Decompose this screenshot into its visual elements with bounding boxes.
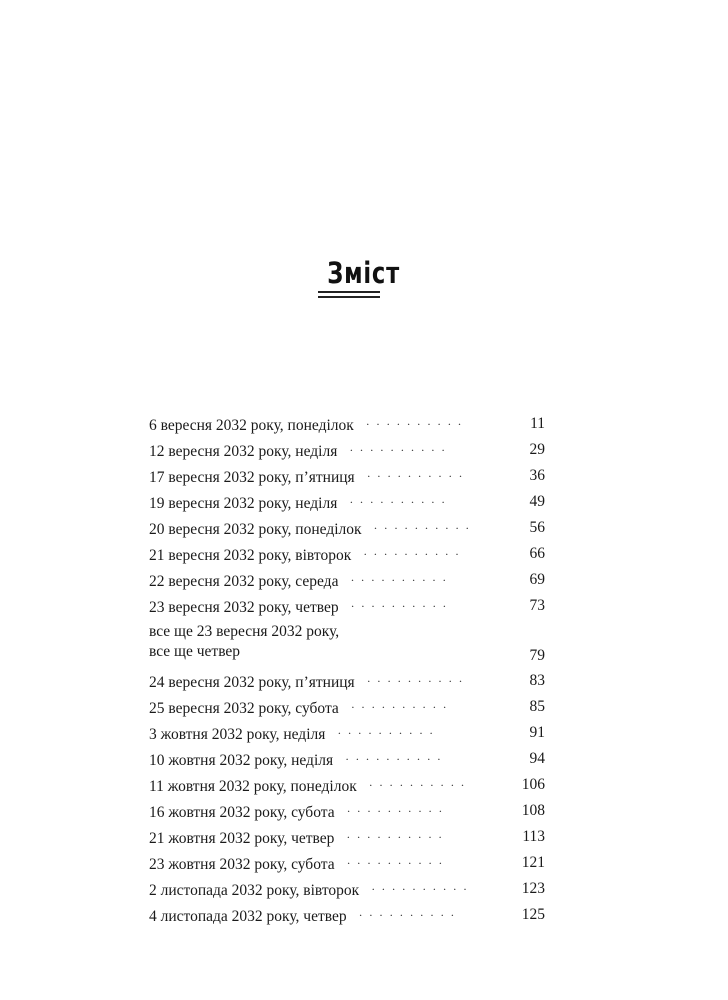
- toc-page-number: 66: [529, 545, 545, 562]
- toc-entry[interactable]: [149, 694, 545, 720]
- toc-entry-title: 24 вересня 2032 року, п’ятниця: [149, 674, 355, 691]
- toc-page-number: 121: [521, 854, 545, 871]
- toc-entry[interactable]: [149, 798, 545, 824]
- toc-entry-title: 2 листопада 2032 року, вівторок: [149, 882, 360, 899]
- toc-entry[interactable]: [149, 463, 545, 489]
- heading-block: [0, 256, 728, 290]
- toc-leader-dots: · · · · · · · · · ·: [358, 908, 456, 922]
- toc-page-number: 125: [521, 906, 545, 923]
- toc-page-number: 106: [521, 776, 545, 793]
- toc-entry[interactable]: [149, 876, 545, 902]
- toc-leader-dots: · · · · · · · · · ·: [350, 599, 448, 613]
- toc-leader-dots: · · · · · · · · · ·: [346, 804, 444, 818]
- toc-entry-title-line-2: все ще четвер: [149, 643, 241, 660]
- toc-page-number: 29: [529, 441, 545, 458]
- toc-leader-dots: · · · · · · · · · ·: [346, 830, 444, 844]
- toc-leader-dots: · · · · · · · · · ·: [337, 726, 435, 740]
- toc-entry[interactable]: [149, 567, 545, 593]
- toc-page-number: 94: [529, 750, 545, 767]
- toc-entry[interactable]: [149, 850, 545, 876]
- toc-entry-title: 12 вересня 2032 року, неділя: [149, 443, 338, 460]
- toc-entry[interactable]: [149, 515, 545, 541]
- toc-page-number: 108: [521, 802, 545, 819]
- toc-entry-title: 23 жовтня 2032 року, субота: [149, 856, 335, 873]
- toc-leader-dots: · · · · · · · · · ·: [366, 469, 465, 483]
- heading-rule-bottom: [318, 296, 380, 298]
- toc-entry-title: 11 жовтня 2032 року, понеділок: [149, 778, 357, 795]
- toc-entry-title: 3 жовтня 2032 року, неділя: [149, 726, 326, 743]
- toc-page-number: 36: [529, 467, 545, 484]
- heading-rule-top: [318, 291, 380, 293]
- toc-leader-dots: · · · · · · · · · ·: [350, 700, 449, 714]
- toc-leader-dots: · · · · · · · · · ·: [349, 495, 447, 509]
- toc-entry-title: 6 вересня 2032 року, понеділок: [149, 417, 354, 434]
- toc-entry-title: 21 жовтня 2032 року, четвер: [149, 830, 335, 847]
- toc-entry[interactable]: [149, 902, 545, 928]
- toc-page-number: 69: [529, 571, 545, 588]
- toc-entry[interactable]: [149, 437, 545, 463]
- toc-page-number: 91: [529, 724, 545, 741]
- toc-entry[interactable]: [149, 619, 545, 668]
- toc-entry[interactable]: [149, 824, 545, 850]
- toc-entry-title: 4 листопада 2032 року, четвер: [149, 908, 347, 925]
- toc-leader-dots: · · · · · · · · · ·: [346, 856, 444, 870]
- toc-entry[interactable]: [149, 746, 545, 772]
- toc-page-number: 56: [529, 519, 545, 536]
- toc-entry-title: 16 жовтня 2032 року, субота: [149, 804, 335, 821]
- toc-page-number: 49: [529, 493, 545, 510]
- toc-entry[interactable]: [149, 593, 545, 619]
- toc-entry[interactable]: [149, 541, 545, 567]
- toc-entry-title: 21 вересня 2032 року, вівторок: [149, 547, 352, 564]
- toc-leader-dots: · · · · · · · · · ·: [349, 443, 447, 457]
- toc-leader-dots: · · · · · · · · · ·: [373, 521, 471, 535]
- toc-leader-dots: · · · · · · · · · ·: [363, 547, 461, 561]
- toc-leader-dots: · · · · · · · · · ·: [365, 417, 464, 431]
- toc-leader-dots: · · · · · · · · · ·: [345, 752, 443, 766]
- toc-page-number: 11: [530, 415, 545, 432]
- toc-entry[interactable]: [149, 720, 545, 746]
- toc-leader-dots: · · · · · · · · · ·: [368, 778, 467, 792]
- table-of-contents: [149, 411, 545, 928]
- toc-page-number: 113: [522, 828, 545, 845]
- toc-page-number: 83: [529, 672, 545, 689]
- toc-entry[interactable]: [149, 489, 545, 515]
- toc-entry[interactable]: [149, 411, 545, 437]
- toc-entry-title-line-1: все ще 23 вересня 2032 року,: [149, 623, 340, 640]
- toc-page-number: 85: [529, 698, 545, 715]
- page-title: Зміст: [327, 256, 401, 290]
- toc-page-number: 73: [529, 597, 545, 614]
- toc-entry-title: 20 вересня 2032 року, понеділок: [149, 521, 362, 538]
- toc-leader-dots: · · · · · · · · · ·: [366, 674, 465, 688]
- toc-entry-title: 19 вересня 2032 року, неділя: [149, 495, 338, 512]
- toc-entry[interactable]: [149, 668, 545, 694]
- toc-leader-dots: · · · · · · · · · ·: [371, 882, 469, 896]
- toc-entry-title: 17 вересня 2032 року, п’ятниця: [149, 469, 355, 486]
- toc-leader-dots: · · · · · · · · · ·: [350, 573, 448, 587]
- toc-entry[interactable]: [149, 772, 545, 798]
- toc-page-number: 79: [529, 647, 545, 664]
- toc-entry-title: 25 вересня 2032 року, субота: [149, 700, 339, 717]
- toc-entry-title: 23 вересня 2032 року, четвер: [149, 599, 339, 616]
- toc-entry-title: 22 вересня 2032 року, середа: [149, 573, 339, 590]
- toc-page-number: 123: [521, 880, 545, 897]
- heading-double-rule: [318, 291, 380, 299]
- toc-entry-title: 10 жовтня 2032 року, неділя: [149, 752, 334, 769]
